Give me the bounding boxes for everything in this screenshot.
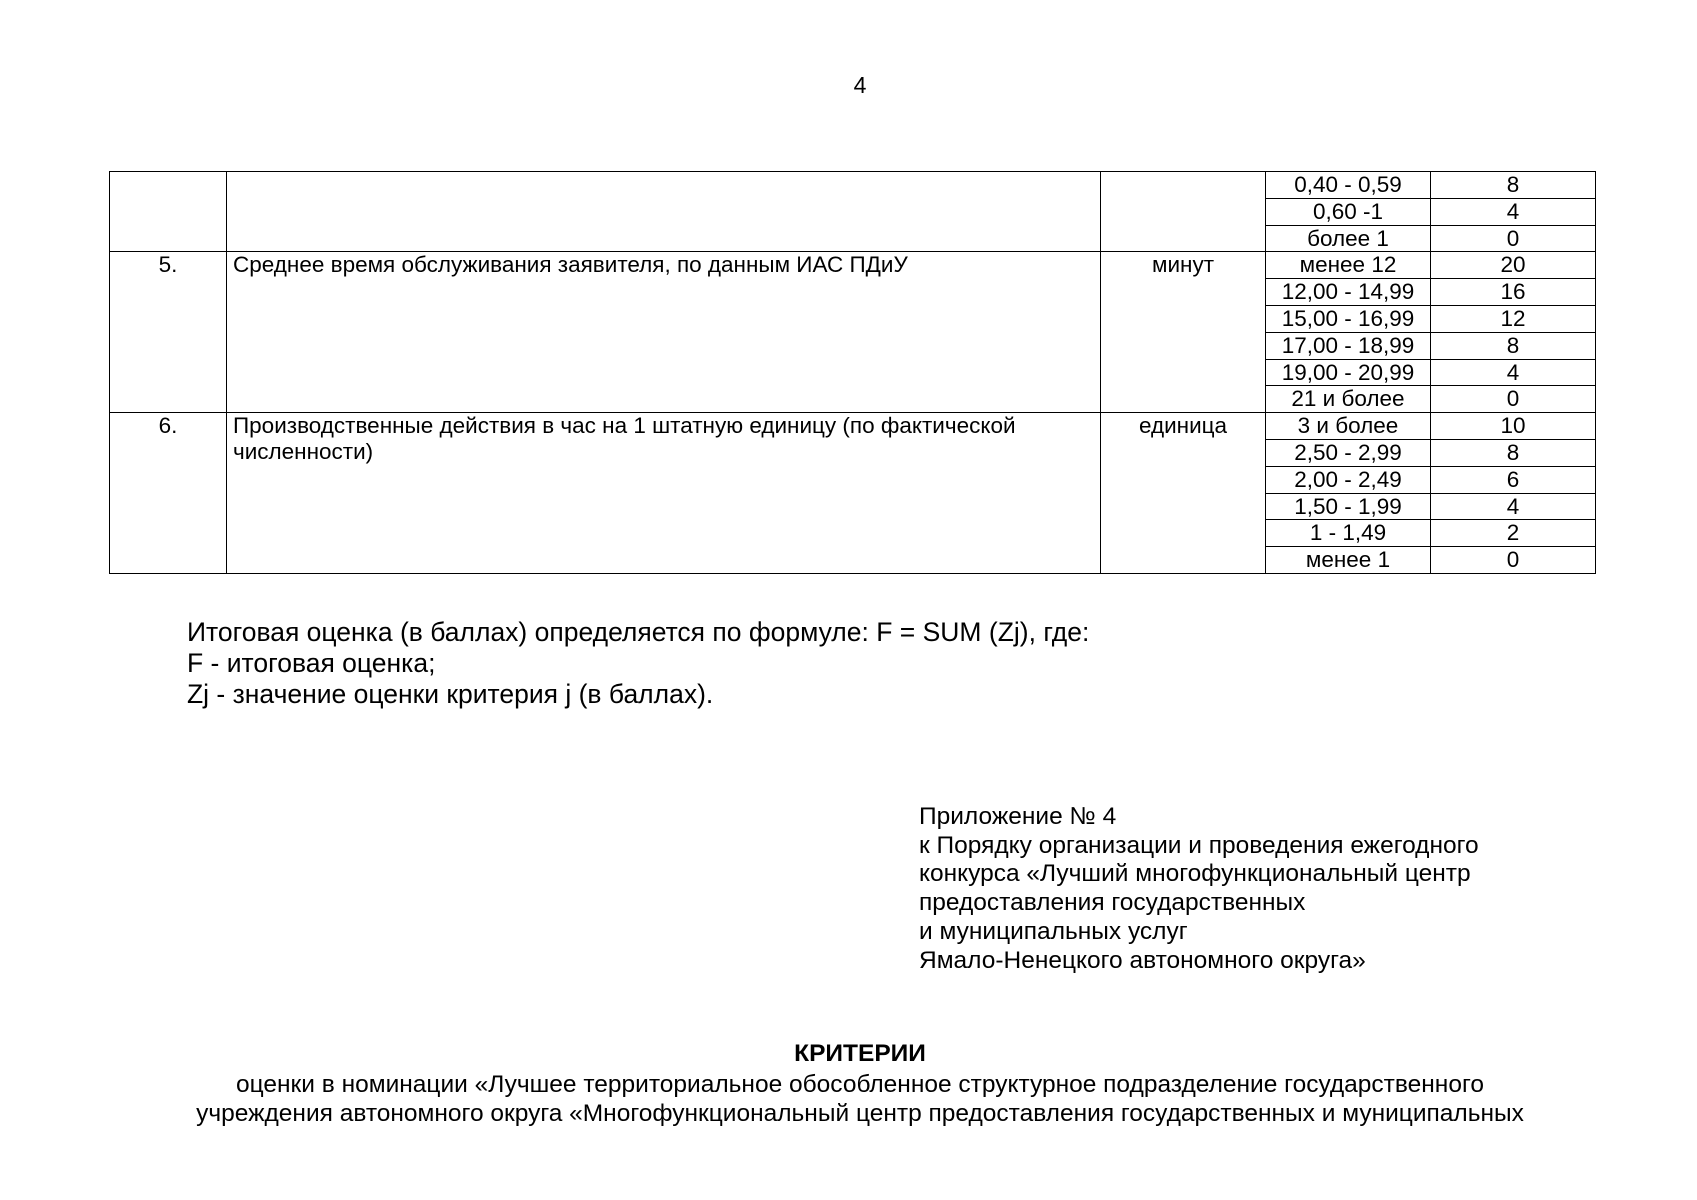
score: 4: [1431, 493, 1596, 520]
formula-definition-zj: Zj - значение оценки критерия j (в баллах).: [187, 679, 714, 709]
criterion-unit: [1101, 172, 1266, 252]
value-range: 2,00 - 2,49: [1266, 466, 1431, 493]
score: 4: [1431, 198, 1596, 225]
appendix-line: конкурса «Лучший многофункциональный центр: [919, 860, 1471, 888]
criteria-title: КРИТЕРИИ: [794, 1040, 926, 1067]
criteria-subtitle-line: оценки в номинации «Лучшее территориальное обособленное структурное подразделение государственного: [236, 1071, 1484, 1098]
appendix-line: к Порядку организации и проведения ежегодного: [919, 831, 1479, 859]
criteria-table-body: [110, 172, 1596, 574]
criterion-number: 5.: [110, 252, 227, 413]
criterion-name: Среднее время обслуживания заявителя, по данным ИАС ПДиУ: [227, 252, 1101, 413]
score: 20: [1431, 252, 1596, 279]
value-range: 3 и более: [1266, 413, 1431, 440]
criterion-unit: минут: [1101, 252, 1266, 413]
appendix-heading: [919, 803, 1479, 975]
criterion-name: Производственные действия в час на 1 штатную единицу (по фактической численности): [227, 413, 1101, 574]
table-row: [110, 252, 1596, 279]
value-range: 2,50 - 2,99: [1266, 439, 1431, 466]
formula-block: [187, 617, 1089, 710]
score: 12: [1431, 305, 1596, 332]
value-range: менее 1: [1266, 547, 1431, 574]
value-range: более 1: [1266, 225, 1431, 252]
score: 2: [1431, 520, 1596, 547]
score: 4: [1431, 359, 1596, 386]
score: 0: [1431, 225, 1596, 252]
appendix-line: предоставления государственных: [919, 889, 1306, 917]
table-row: [110, 413, 1596, 440]
table-row: [110, 172, 1596, 199]
value-range: 21 и более: [1266, 386, 1431, 413]
appendix-line: и муниципальных услуг: [919, 917, 1188, 945]
score: 6: [1431, 466, 1596, 493]
criteria-subtitle-line: учреждения автономного округа «Многофункциональный центр предоставления государственных и муниципальных: [196, 1100, 1524, 1127]
value-range: 19,00 - 20,99: [1266, 359, 1431, 386]
appendix-line: Приложение № 4: [919, 803, 1117, 830]
value-range: 12,00 - 14,99: [1266, 279, 1431, 306]
score: 0: [1431, 386, 1596, 413]
criterion-number: [110, 172, 227, 252]
criterion-number: 6.: [110, 413, 227, 574]
score: 8: [1431, 332, 1596, 359]
criteria-subtitle: [0, 1070, 1697, 1128]
formula-line: Итоговая оценка (в баллах) определяется по формуле: F = SUM (Zj), где:: [187, 617, 1090, 647]
value-range: 1,50 - 1,99: [1266, 493, 1431, 520]
score: 16: [1431, 279, 1596, 306]
formula-definition-f: F - итоговая оценка;: [187, 648, 436, 678]
score: 0: [1431, 547, 1596, 574]
page-number: 4: [853, 72, 867, 98]
criterion-unit: единица: [1101, 413, 1266, 574]
value-range: 1 - 1,49: [1266, 520, 1431, 547]
appendix-line: Ямало-Ненецкого автономного округа»: [919, 946, 1366, 974]
score: 8: [1431, 439, 1596, 466]
criteria-table: [109, 171, 1596, 574]
value-range: 0,40 - 0,59: [1266, 172, 1431, 199]
value-range: 0,60 -1: [1266, 198, 1431, 225]
score: 10: [1431, 413, 1596, 440]
value-range: 17,00 - 18,99: [1266, 332, 1431, 359]
score: 8: [1431, 172, 1596, 199]
value-range: менее 12: [1266, 252, 1431, 279]
value-range: 15,00 - 16,99: [1266, 305, 1431, 332]
criterion-name: [227, 172, 1101, 252]
